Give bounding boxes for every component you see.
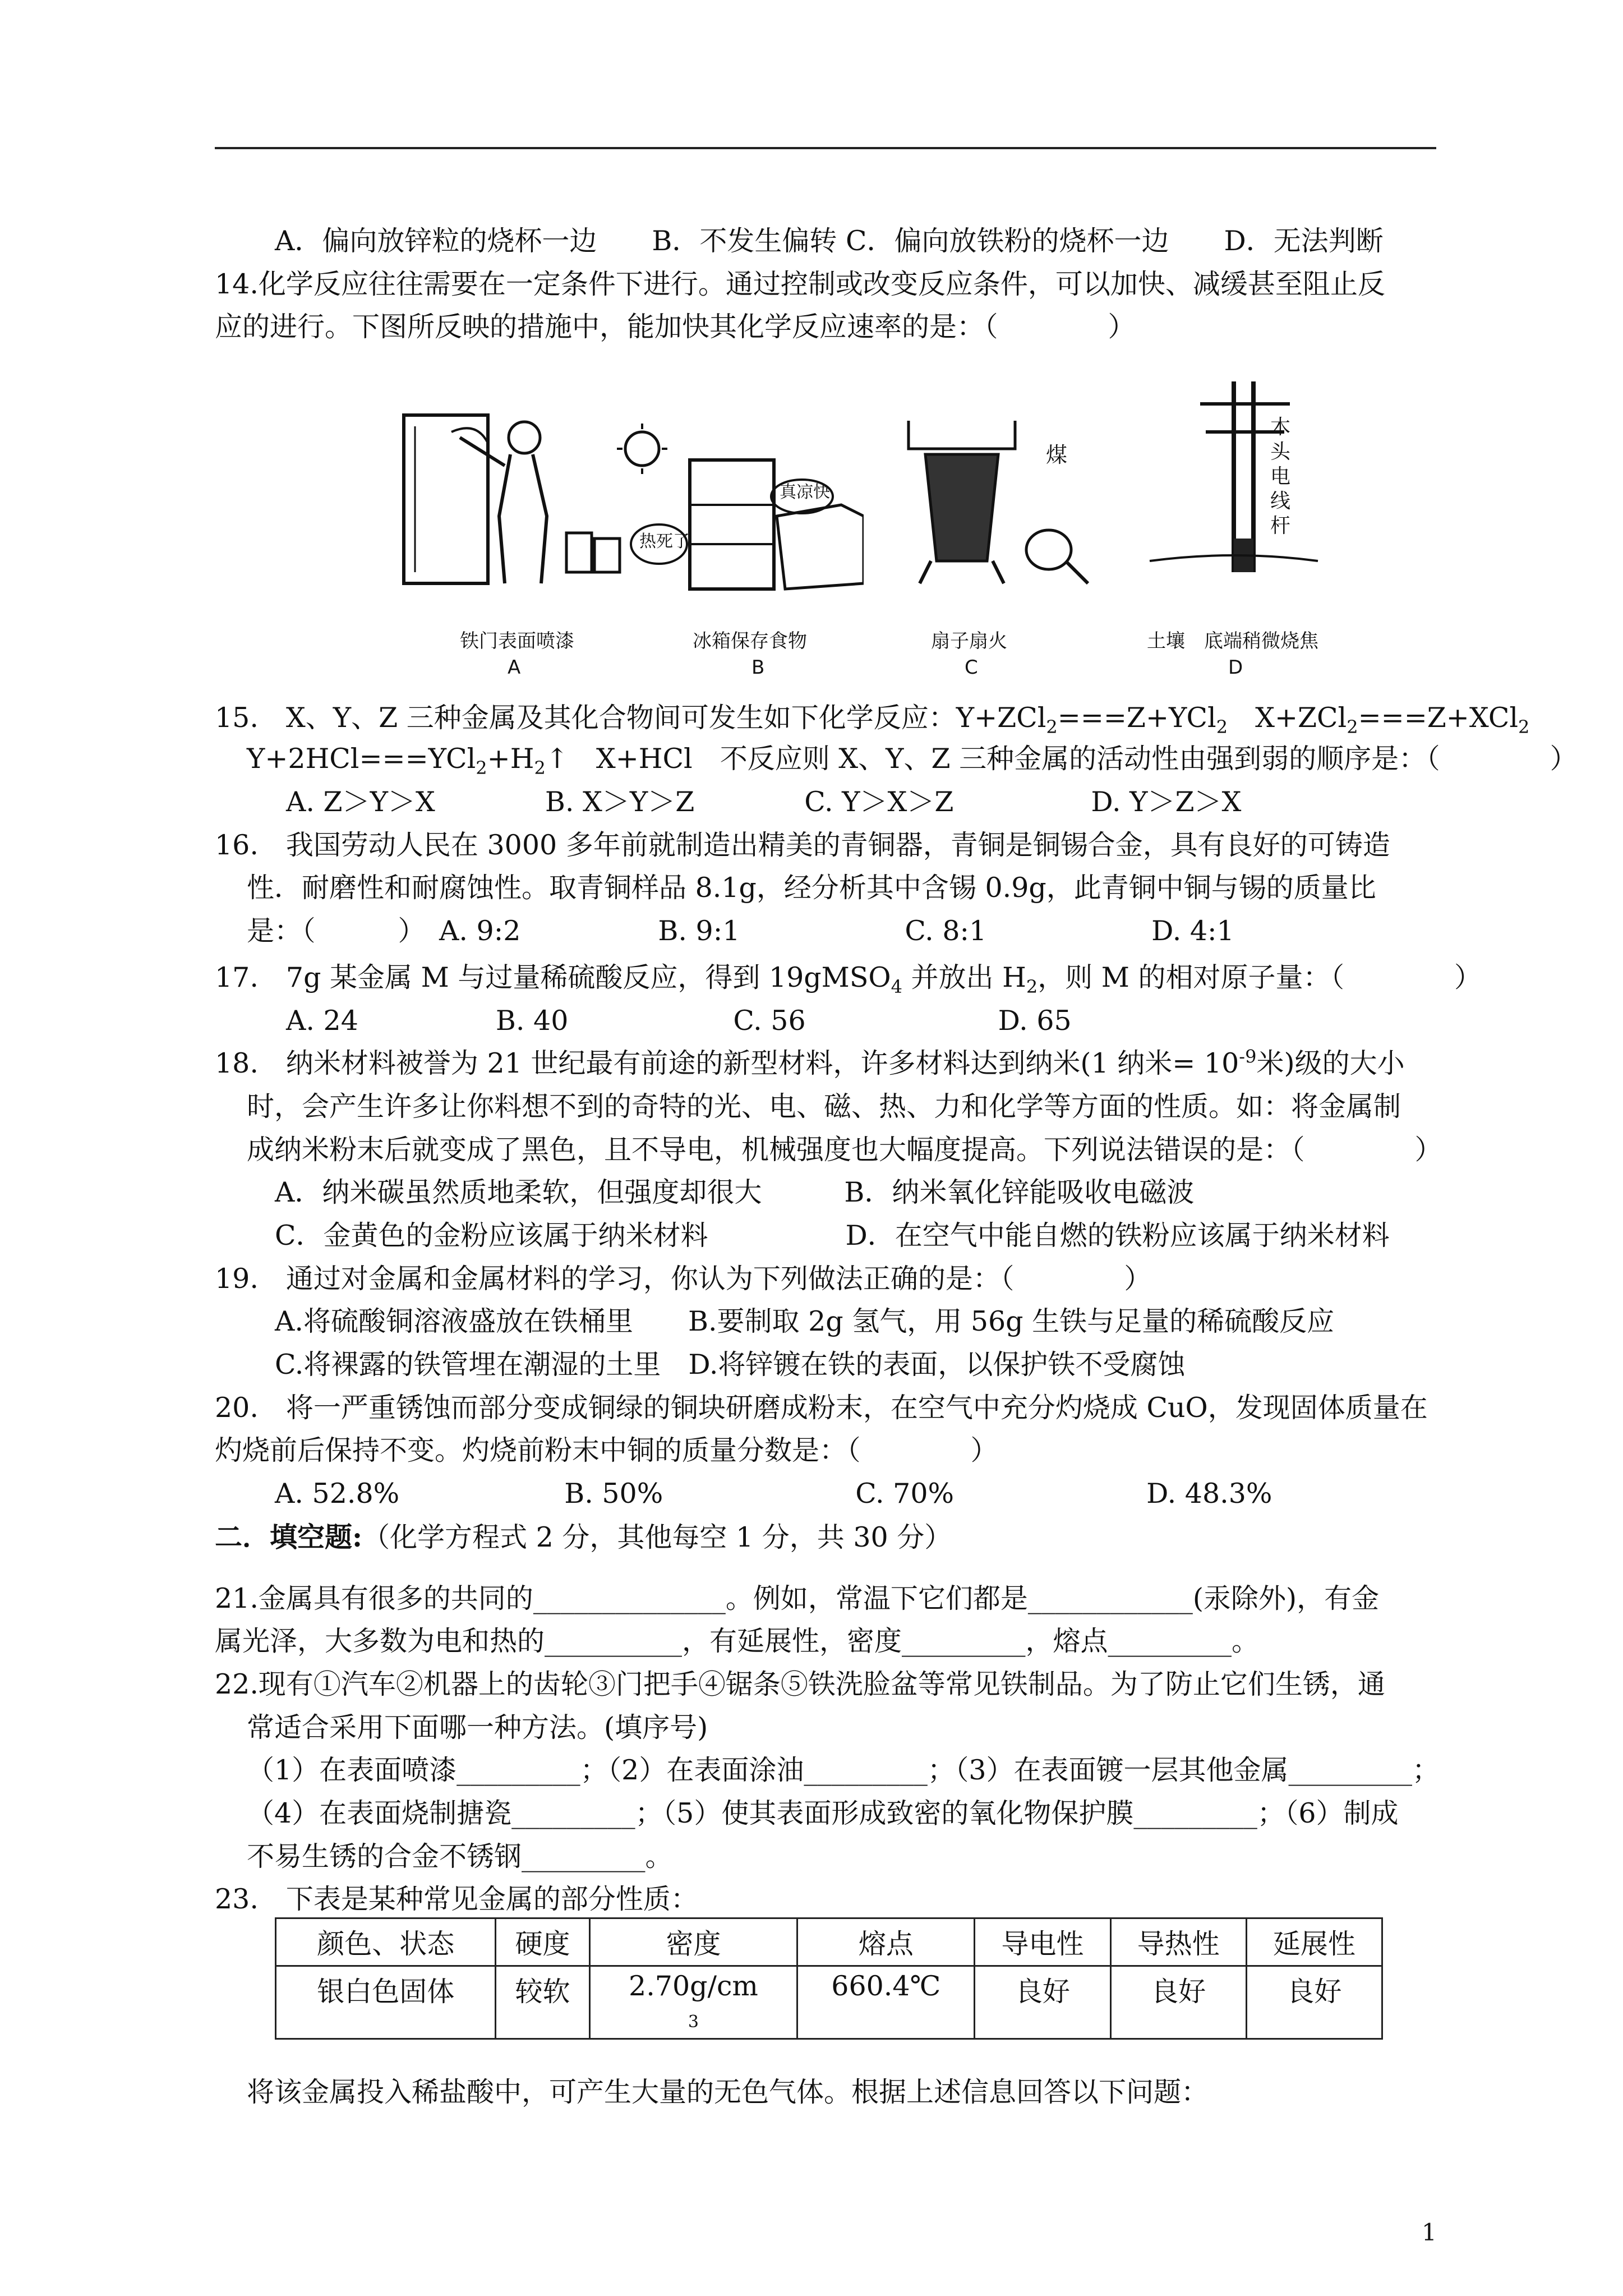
q20-line-1: 20. 将一严重锈蚀而部分变成铜绿的铜块研磨成粉末，在空气中充分灼烧成 CuO，发现固体质量在	[215, 1392, 1428, 1424]
caption-c: 扇子扇火	[931, 630, 1007, 652]
page-number: 1	[1422, 2219, 1437, 2246]
q21-line-2: 属光泽，大多数为电和热的__________，有延展性，密度_________，熔点_________。	[215, 1625, 1260, 1657]
q18-line-1: 18. 纳米材料被誉为 21 世纪最有前途的新型材料，许多材料达到纳米(1 纳米= $10^{-9}$米)级的大小	[215, 1046, 1405, 1079]
q21-line-1: 21.金属具有很多的共同的______________。例如，常温下它们都是____________(汞除外)，有金	[215, 1582, 1380, 1614]
q20-line-2: 灼烧前后保持不变。灼烧前粉末中铜的质量分数是：（ ）	[215, 1434, 998, 1466]
table-header-cell: 硬度	[496, 1918, 589, 1966]
q13-options: A．偏向放锌粒的烧杯一边 B．不发生偏转 C．偏向放铁粉的烧杯一边 D．无法判断	[275, 225, 1384, 257]
table-header-row	[276, 1918, 1382, 1966]
q16-line-3: 是：（ ） A. 9:2 B. 9:1 C. 8:1 D. 4:1	[247, 915, 1234, 947]
table-cell: 660.4℃	[797, 1966, 975, 2039]
caption-b: 冰箱保存食物	[693, 630, 807, 652]
q22-line-5: 不易生锈的合金不锈钢_________。	[247, 1841, 673, 1872]
q22-line-3: （1）在表面喷漆_________；（2）在表面涂油_________；（3）在表面镀一层其他金属_________；	[247, 1754, 1440, 1786]
q15-line-1: 15. X、Y、Z 三种金属及其化合物间可发生如下化学反应：Y+ZCl$_2$===Z+YCl$_2$ X+ZCl$_2$===Z+XCl$_2$	[215, 702, 1530, 738]
table-header-cell: 颜色、状态	[276, 1918, 496, 1966]
q18-options-ab: A．纳米碳虽然质地柔软，但强度却很大 B．纳米氧化锌能吸收电磁波	[275, 1176, 1195, 1208]
table-cell: 2.70g/cm 3	[589, 1966, 797, 2039]
q14-figure	[393, 370, 1469, 690]
q17-options: A. 24 B. 40 C. 56 D. 65	[286, 1005, 1072, 1037]
q14-line-1: 14.化学反应往往需要在一定条件下进行。通过控制或改变反应条件，可以加快、减缓甚至阻止反	[215, 268, 1385, 300]
q18-line-3: 成纳米粉末后就变成了黑色，且不导电，机械强度也大幅度提高。下列说法错误的是：（ ）	[247, 1134, 1442, 1166]
q15-line-2: $Y+2HCl===YCl_2+H_2↑$ X+HCl 不反应则 X、Y、Z 三种金属的活动性由强到弱的顺序是：（ ）	[247, 743, 1578, 779]
q22-line-4: （4）在表面烧制搪瓷_________；（5）使其表面形成致密的氧化物保护膜_________；（6）制成	[247, 1797, 1399, 1829]
label-wood-pole: 木头电线杆	[1270, 416, 1291, 537]
bubble-hot: 热死了	[639, 532, 690, 551]
table-cell: 较软	[496, 1966, 589, 2039]
q23-line-1: 23. 下表是某种常见金属的部分性质：	[215, 1883, 698, 1915]
q17-line-1: 17. 7g 某金属 M 与过量稀硫酸反应，得到 19gMSO$_4$ 并放出 $H_2$，则 M 的相对原子量：（ ）	[215, 961, 1482, 997]
letter-d: D	[1228, 656, 1243, 679]
caption-a: 铁门表面喷漆	[460, 630, 574, 652]
table-header-cell: 导电性	[975, 1918, 1110, 1966]
header-rule	[215, 147, 1436, 149]
caption-d: 土壤 底端稍微烧焦	[1147, 630, 1318, 652]
table-header-cell: 延展性	[1246, 1918, 1382, 1966]
q19-options-cd: C.将裸露的铁管埋在潮湿的土里 D.将锌镀在铁的表面，以保护铁不受腐蚀	[275, 1349, 1186, 1381]
table-cell: 良好	[1110, 1966, 1246, 2039]
table-row	[276, 1966, 1382, 2039]
label-coal: 煤	[1046, 443, 1068, 467]
table-header-cell: 熔点	[797, 1918, 975, 1966]
q19-options-ab: A.将硫酸铜溶液盛放在铁桶里 B.要制取 2g 氢气，用 56g 生铁与足量的稀硫酸反应	[275, 1305, 1335, 1337]
q23-after-table: 将该金属投入稀盐酸中，可产生大量的无色气体。根据上述信息回答以下问题：	[247, 2076, 1209, 2108]
q16-line-1: 16. 我国劳动人民在 3000 多年前就制造出精美的青铜器，青铜是铜锡合金，具有良好的可铸造	[215, 829, 1390, 861]
table-header-cell: 密度	[589, 1918, 797, 1966]
letter-a: A	[508, 656, 521, 679]
letter-b: B	[751, 656, 765, 679]
bubble-cool: 真凉快	[780, 482, 830, 502]
table-cell: 银白色固体	[276, 1966, 496, 2039]
q18-line-2: 时，会产生许多让你料想不到的奇特的光、电、磁、热、力和化学等方面的性质。如：将金属制	[247, 1091, 1401, 1122]
q20-options: A. 52.8% B. 50% C. 70% D. 48.3%	[275, 1478, 1272, 1510]
q14-line-2: 应的进行。下图所反映的措施中，能加快其化学反应速率的是：（ ）	[215, 311, 1136, 343]
table-cell: 良好	[975, 1966, 1110, 2039]
q16-line-2: 性．耐磨性和耐腐蚀性。取青铜样品 8.1g，经分析其中含锡 0.9g，此青铜中铜与锡的质量比	[247, 872, 1376, 904]
table-header-cell: 导热性	[1110, 1918, 1246, 1966]
metal-properties-table	[275, 1917, 1383, 2040]
q15-options: A. Z＞Y＞X B. X＞Y＞Z C. Y＞X＞Z D. Y＞Z＞X	[286, 786, 1242, 818]
letter-c: C	[965, 656, 978, 679]
q22-line-1: 22.现有①汽车②机器上的齿轮③门把手④锯条⑤铁洗脸盆等常见铁制品。为了防止它们生锈，通	[215, 1668, 1385, 1700]
table-cell: 良好	[1246, 1966, 1382, 2039]
q22-line-2: 常适合采用下面哪一种方法。(填序号)	[247, 1711, 708, 1743]
q19-line-1: 19. 通过对金属和金属材料的学习，你认为下列做法正确的是：（ ）	[215, 1263, 1152, 1295]
section-2-heading: 二．填空题:（化学方程式 2 分，其他每空 1 分，共 30 分）	[215, 1521, 952, 1553]
q18-options-cd: C．金黄色的金粉应该属于纳米材料 D．在空气中能自燃的铁粉应该属于纳米材料	[275, 1220, 1390, 1251]
